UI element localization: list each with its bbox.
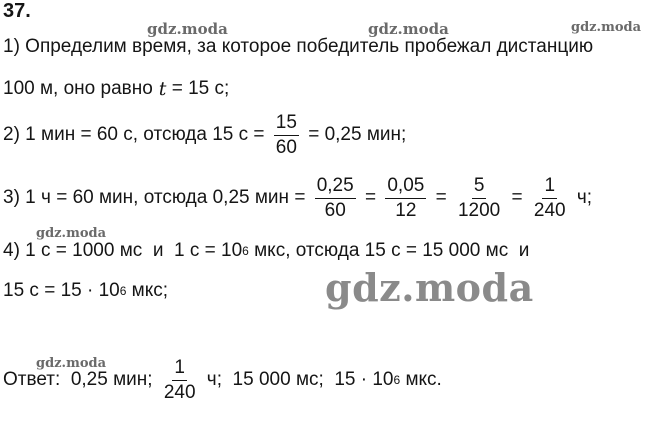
- line-text: 3) 1 ч = 60 мин, отсюда 0,25 мин =: [3, 187, 311, 209]
- denominator: 240: [533, 199, 566, 221]
- numerator: 15: [274, 113, 299, 136]
- line-text: ч;: [571, 187, 593, 209]
- numerator: 0,05: [385, 176, 426, 199]
- line-text: мкс, отсюда 15 с = 15 000 мс и: [248, 240, 530, 261]
- fraction: [162, 358, 198, 403]
- watermark: gdz.moda: [368, 20, 449, 38]
- numerator: 1: [542, 176, 557, 199]
- line-text: 15 с = 15 · 10: [3, 280, 120, 301]
- fraction: [385, 176, 426, 221]
- line-text: 4) 1 с = 1000 мс и 1 с = 10: [3, 240, 243, 261]
- denominator: 1200: [457, 199, 501, 221]
- solution-line-1: [3, 36, 593, 58]
- watermark: gdz.moda: [147, 20, 228, 38]
- variable-t: t: [158, 78, 167, 100]
- solution-line-6: 15 с = 15 · 10 6 мкс;: [3, 280, 169, 301]
- answer-line: Ответ: 0,25 мин; $\frac{1}{240}$ ч; 15 000 мс; 15 · 10 6 мкс.: [3, 357, 442, 403]
- answer-text: Ответ: 0,25 мин;: [3, 369, 158, 391]
- equals: =: [430, 187, 452, 209]
- solution-line-2: [3, 78, 229, 100]
- numerator: 5: [472, 176, 487, 199]
- watermark: gdz.moda: [571, 20, 642, 35]
- equals: =: [359, 187, 382, 209]
- line-text: = 15 с;: [166, 78, 230, 99]
- fraction: [456, 176, 502, 221]
- solution-line-3: [3, 113, 406, 158]
- line-text: 2) 1 мин = 60 с, отсюда 15 с =: [3, 124, 270, 146]
- fraction: [532, 176, 568, 221]
- answer-text: мкс.: [400, 369, 442, 391]
- line-text: 100 м, оно равно: [3, 78, 153, 99]
- denominator: 60: [324, 199, 346, 221]
- watermark: gdz.moda: [325, 265, 534, 310]
- problem-number: 37.: [3, 0, 31, 22]
- line-text: 1) Определим время, за которое победитель пробежал дистанцию: [3, 36, 594, 57]
- denominator: 12: [395, 199, 417, 221]
- fraction: [315, 176, 356, 221]
- solution-line-4: [3, 176, 592, 221]
- denominator: 240: [163, 381, 196, 403]
- watermark: gdz.moda: [36, 356, 107, 371]
- equals: =: [506, 187, 528, 209]
- line-text: мкс;: [126, 280, 169, 301]
- watermark: gdz.moda: [36, 226, 107, 241]
- numerator: 1: [172, 358, 187, 381]
- numerator: 0,25: [315, 176, 356, 199]
- fraction: [274, 113, 299, 158]
- solution-line-5: 4) 1 с = 1000 мс и 1 с = 10 6 мкс, отсюда 15 с = 15 000 мс и: [3, 240, 530, 261]
- denominator: 60: [275, 136, 297, 158]
- answer-text: ч; 15 000 мс; 15 · 10: [201, 369, 394, 391]
- line-text: = 0,25 мин;: [302, 124, 407, 146]
